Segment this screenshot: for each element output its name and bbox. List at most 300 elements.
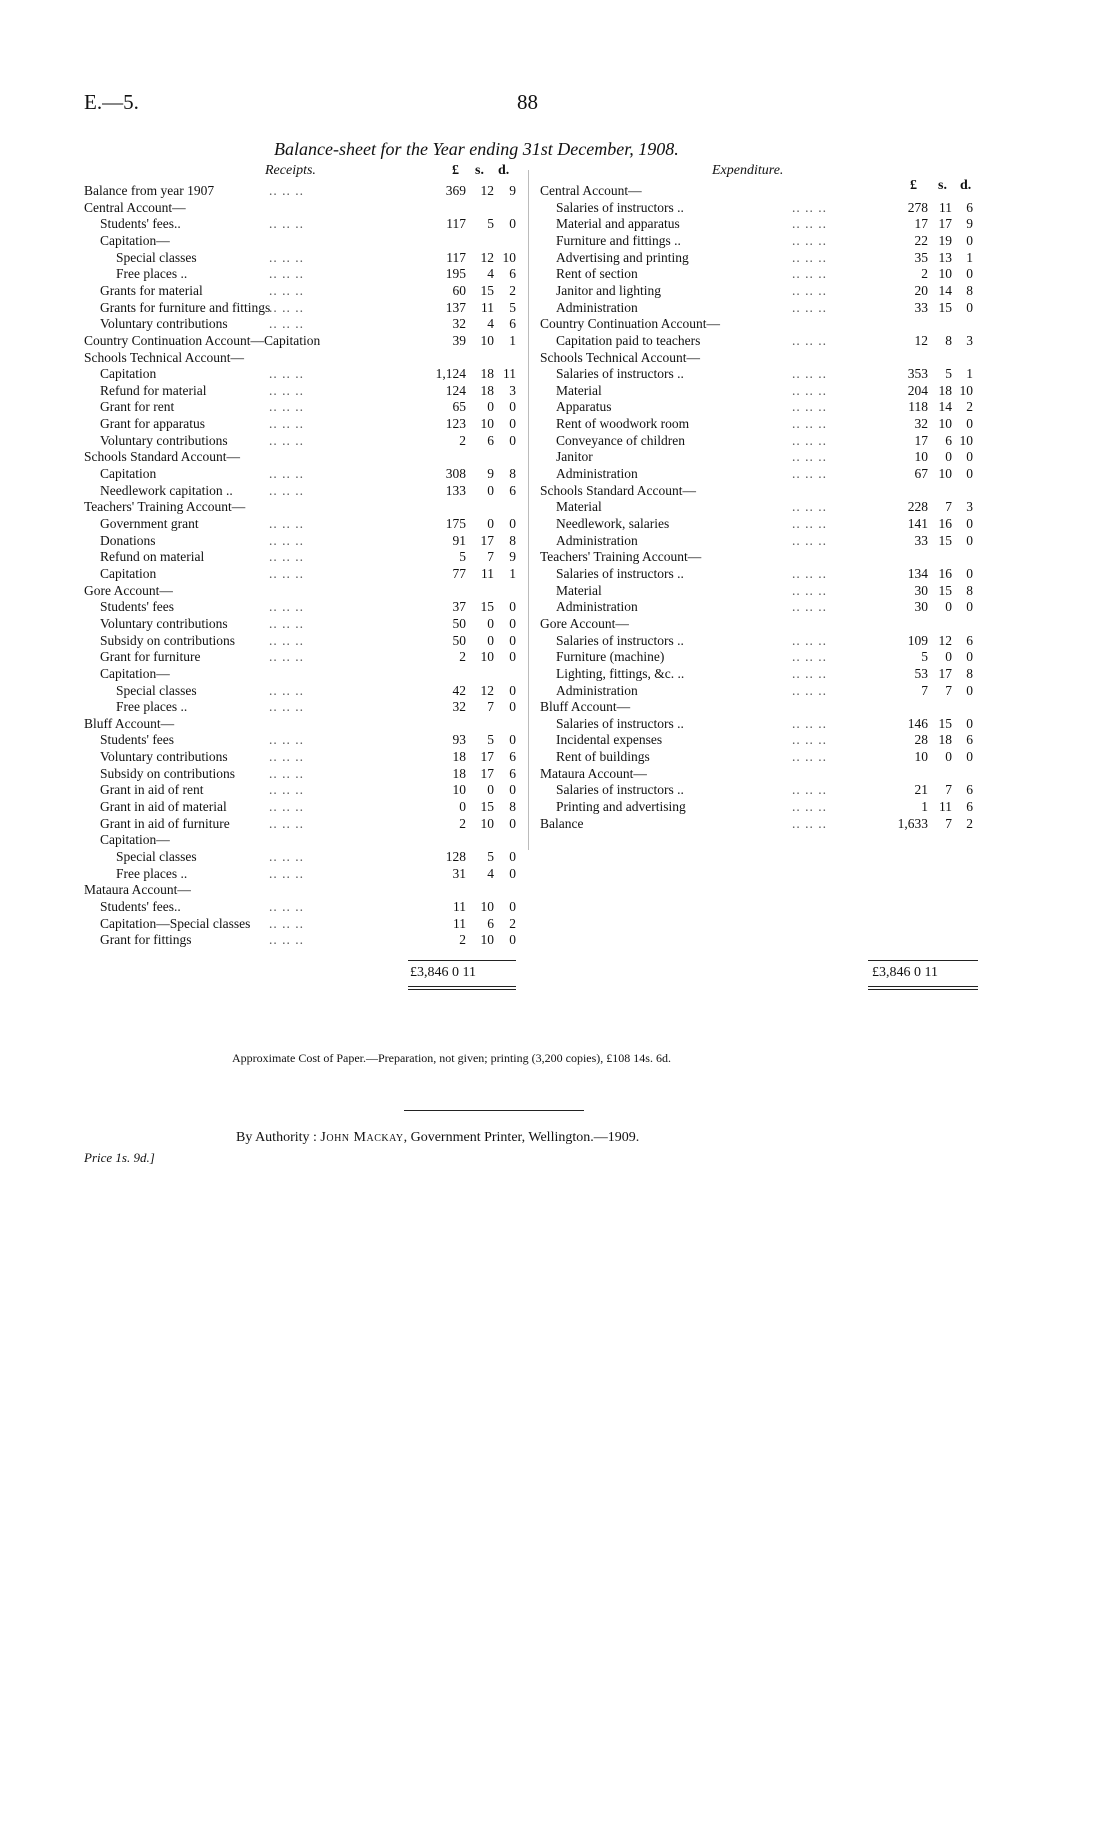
receipts-row [84,515,524,532]
expenditure-label: Furniture and fittings .. [556,232,681,248]
receipts-amount-shillings: 17 [480,749,494,765]
expenditure-amount-pence: 6 [966,199,973,215]
expenditure-row [540,582,985,599]
cost-note: Approximate Cost of Paper.—Preparation, not given; printing (3,200 copies), £108 14s. 6d. [232,1051,671,1065]
expenditure-amount-pounds: 146 [907,715,928,731]
receipts-leader-dots: .. .. .. [269,932,304,948]
expenditure-amount-shillings: 10 [938,416,952,432]
expenditure-amount-pence: 0 [966,532,973,548]
expenditure-label: Rent of section [556,266,638,282]
receipts-label: Grants for furniture and fittings [100,299,271,315]
receipts-amount-shillings: 11 [481,299,494,315]
expenditure-leader-dots: .. .. .. [792,632,827,648]
expenditure-leader-dots: .. .. .. [792,682,827,698]
receipts-amount-pounds: 65 [452,399,466,415]
expenditure-amount-pence: 8 [966,282,973,298]
expenditure-amount-pence: 9 [966,216,973,232]
column-divider [528,170,529,850]
receipts-amount-shillings: 12 [480,249,494,265]
receipts-col-pence: d. [498,163,510,178]
receipts-label: Capitation [100,366,157,382]
expenditure-row [540,249,985,266]
receipts-row [84,831,524,848]
receipts-label: Students' fees [100,732,175,748]
receipts-amount-shillings: 0 [487,516,494,531]
expenditure-row [540,299,985,316]
expenditure-amount-pence: 1 [966,366,973,382]
expenditure-label: Central Account— [540,183,642,198]
expenditure-amount-shillings: 12 [938,632,952,648]
expenditure-amount-pence: 0 [966,715,973,731]
receipts-amount-pounds: 10 [452,782,466,798]
expenditure-amount-pounds: 28 [914,732,928,748]
expenditure-label: Conveyance of children [556,432,685,448]
expenditure-amount-pounds: 17 [914,432,928,448]
expenditure-row [540,199,985,216]
receipts-amount-shillings: 12 [480,682,494,698]
receipts-leader-dots: .. .. .. [269,632,304,648]
receipts-row [84,731,524,748]
receipts-amount-shillings: 15 [480,282,494,298]
receipts-label: Grant for apparatus [100,416,205,432]
expenditure-row [540,565,985,582]
expenditure-leader-dots: .. .. .. [792,582,827,598]
expenditure-amount-shillings: 5 [945,366,952,382]
receipts-leader-dots: .. .. .. [269,699,304,715]
expenditure-row [540,398,985,415]
receipts-amount-pounds: 37 [452,599,466,615]
receipts-leader-dots: .. .. .. [269,649,304,665]
expenditure-amount-pence: 0 [966,266,973,282]
receipts-row [84,665,524,682]
receipts-amount-pence: 6 [509,482,516,498]
expenditure-col-pence: d. [960,178,972,193]
receipts-leader-dots: .. .. .. [269,466,304,482]
receipts-leader-dots: .. .. .. [269,849,304,864]
receipts-amount-pounds: 5 [459,549,466,565]
expenditure-leader-dots: .. .. .. [792,282,827,298]
receipts-label: Country Continuation Account—Capitation [84,332,321,348]
receipts-label: Refund on material [100,549,205,565]
expenditure-leader-dots: .. .. .. [792,416,827,432]
receipts-total-rule-bottom-1 [408,986,516,987]
receipts-amount-pounds: 1,124 [435,366,466,382]
receipts-amount-pence: 0 [509,932,516,948]
expenditure-amount-pounds: 53 [914,665,928,681]
expenditure-amount-pounds: 30 [914,599,928,615]
expenditure-row [540,448,985,465]
receipts-amount-shillings: 5 [487,732,494,748]
expenditure-label: Furniture (machine) [556,649,665,665]
receipts-leader-dots: .. .. .. [269,299,304,315]
expenditure-label: Rent of woodwork room [556,416,690,432]
expenditure-leader-dots: .. .. .. [792,266,827,282]
receipts-amount-pence: 0 [509,865,516,881]
expenditure-amount-pounds: 118 [908,399,928,415]
expenditure-row [540,382,985,399]
expenditure-label: Administration [556,299,638,315]
receipts-amount-shillings: 4 [487,266,494,282]
receipts-leader-dots: .. .. .. [269,516,304,531]
expenditure-leader-dots: .. .. .. [792,432,827,448]
receipts-label: Grant in aid of material [100,799,227,815]
receipts-heading: Receipts. [265,163,316,178]
receipts-label: Capitation— [100,832,170,848]
receipts-leader-dots: .. .. .. [269,599,304,615]
receipts-amount-pence: 8 [509,799,516,815]
receipts-label: Teachers' Training Account— [84,499,246,515]
expenditure-leader-dots: .. .. .. [792,499,827,515]
receipts-label: Special classes [116,682,197,698]
receipts-label: Refund for material [100,382,207,398]
expenditure-leader-dots: .. .. .. [792,399,827,415]
receipts-label: Capitation [100,466,157,482]
page-title: Balance-sheet for the Year ending 31st December, 1908. [274,139,679,159]
receipts-row [84,532,524,549]
receipts-amount-pounds: 2 [459,649,466,665]
expenditure-label: Salaries of instructors .. [556,632,684,648]
receipts-amount-pence: 10 [502,249,516,265]
expenditure-label: Salaries of instructors .. [556,366,684,382]
expenditure-heading: Expenditure. [712,163,784,178]
receipts-row [84,615,524,632]
receipts-amount-shillings: 15 [480,599,494,615]
receipts-label: Students' fees.. [100,898,181,914]
receipts-label: Free places .. [116,699,188,715]
receipts-amount-pence: 1 [509,332,516,348]
expenditure-row [540,815,985,832]
expenditure-amount-shillings: 16 [938,516,952,531]
receipts-row [84,848,524,865]
expenditure-amount-pounds: 278 [907,199,928,215]
expenditure-amount-shillings: 13 [938,249,952,265]
expenditure-col-pounds: £ [910,178,917,193]
receipts-label: Capitation— [100,232,170,248]
expenditure-leader-dots: .. .. .. [792,815,827,831]
receipts-amount-pence: 6 [509,765,516,781]
expenditure-leader-dots: .. .. .. [792,332,827,348]
receipts-leader-dots: .. .. .. [269,749,304,765]
receipts-row [84,898,524,915]
expenditure-amount-pounds: 109 [907,632,928,648]
expenditure-leader-dots: .. .. .. [792,199,827,215]
receipts-amount-pence: 0 [509,649,516,665]
receipts-amount-pence: 3 [509,382,516,398]
expenditure-label: Administration [556,466,638,482]
expenditure-label: Material [556,382,602,398]
receipts-label: Capitation [100,565,157,581]
page-code: E.—5. [84,90,139,114]
expenditure-amount-pence: 1 [966,249,973,265]
receipts-amount-pence: 9 [509,549,516,565]
receipts-row [84,765,524,782]
expenditure-label: Administration [556,682,638,698]
receipts-row [84,881,524,898]
expenditure-amount-pence: 3 [966,332,973,348]
receipts-label: Grant in aid of rent [100,782,204,798]
receipts-total: £3,846 0 11 [410,965,476,980]
expenditure-amount-pounds: 32 [914,416,928,432]
expenditure-amount-shillings: 7 [945,815,952,831]
expenditure-amount-pence: 0 [966,565,973,581]
authority-prefix: By Authority : [236,1130,317,1145]
receipts-label: Government grant [100,516,199,531]
expenditure-leader-dots: .. .. .. [792,532,827,548]
receipts-row [84,632,524,649]
receipts-col-pounds: £ [452,163,459,178]
receipts-amount-pence: 5 [509,299,516,315]
receipts-label: Central Account— [84,199,186,215]
receipts-leader-dots: .. .. .. [269,799,304,815]
expenditure-label: Gore Account— [540,615,629,631]
receipts-label: Capitation—Special classes [100,915,251,931]
expenditure-amount-pounds: 21 [914,782,928,798]
expenditure-amount-shillings: 0 [945,599,952,615]
expenditure-row [540,548,985,565]
expenditure-amount-shillings: 17 [938,665,952,681]
expenditure-amount-shillings: 6 [945,432,952,448]
receipts-row [84,249,524,266]
receipts-leader-dots: .. .. .. [269,416,304,432]
expenditure-amount-shillings: 10 [938,466,952,482]
receipts-amount-pounds: 32 [452,699,466,715]
receipts-amount-pence: 8 [509,532,516,548]
expenditure-amount-shillings: 17 [938,216,952,232]
expenditure-amount-pence: 8 [966,665,973,681]
expenditure-row [540,182,985,199]
receipts-amount-shillings: 17 [480,532,494,548]
receipts-amount-pence: 2 [509,915,516,931]
receipts-amount-shillings: 6 [487,432,494,448]
receipts-label: Students' fees [100,599,175,615]
expenditure-amount-pounds: 22 [914,232,928,248]
receipts-leader-dots: .. .. .. [269,865,304,881]
expenditure-row [540,332,985,349]
receipts-label: Donations [100,532,156,548]
receipts-amount-pence: 0 [509,216,516,232]
expenditure-amount-pence: 6 [966,632,973,648]
receipts-amount-shillings: 5 [487,849,494,864]
receipts-leader-dots: .. .. .. [269,549,304,565]
expenditure-leader-dots: .. .. .. [792,732,827,748]
receipts-amount-pounds: 2 [459,815,466,831]
receipts-amount-pounds: 50 [452,615,466,631]
expenditure-leader-dots: .. .. .. [792,599,827,615]
receipts-amount-shillings: 0 [487,615,494,631]
expenditure-amount-pounds: 30 [914,582,928,598]
receipts-amount-shillings: 10 [480,416,494,432]
receipts-leader-dots: .. .. .. [269,399,304,415]
expenditure-amount-shillings: 11 [939,199,952,215]
expenditure-amount-pence: 2 [966,399,973,415]
receipts-amount-pounds: 0 [459,799,466,815]
receipts-amount-shillings: 18 [480,366,494,382]
receipts-amount-pounds: 91 [452,532,466,548]
receipts-amount-pence: 1 [509,565,516,581]
receipts-label: Grants for material [100,282,203,298]
receipts-amount-pence: 0 [509,632,516,648]
expenditure-amount-pence: 0 [966,416,973,432]
expenditure-row [540,632,985,649]
receipts-amount-pence: 6 [509,749,516,765]
receipts-amount-pounds: 31 [452,865,466,881]
expenditure-leader-dots: .. .. .. [792,715,827,731]
expenditure-total-rule-top [868,960,978,961]
expenditure-amount-shillings: 19 [938,232,952,248]
expenditure-amount-shillings: 8 [945,332,952,348]
receipts-amount-pence: 0 [509,815,516,831]
receipts-label: Free places .. [116,266,188,282]
receipts-amount-pounds: 308 [445,466,466,482]
receipts-amount-shillings: 4 [487,865,494,881]
receipts-row [84,465,524,482]
expenditure-leader-dots: .. .. .. [792,366,827,382]
receipts-amount-pence: 0 [509,732,516,748]
expenditure-leader-dots: .. .. .. [792,782,827,798]
receipts-label: Voluntary contributions [100,316,228,332]
expenditure-row [540,215,985,232]
expenditure-label: Salaries of instructors .. [556,565,684,581]
receipts-label: Voluntary contributions [100,432,228,448]
expenditure-amount-shillings: 0 [945,749,952,765]
expenditure-amount-pence: 6 [966,732,973,748]
receipts-row [84,432,524,449]
receipts-amount-shillings: 5 [487,216,494,232]
expenditure-amount-pence: 0 [966,749,973,765]
receipts-leader-dots: .. .. .. [269,815,304,831]
expenditure-label: Incidental expenses [556,732,663,748]
receipts-amount-pounds: 128 [445,849,466,864]
expenditure-amount-shillings: 18 [938,382,952,398]
receipts-leader-dots: .. .. .. [269,316,304,332]
receipts-amount-pence: 11 [503,366,516,382]
receipts-amount-pence: 0 [509,682,516,698]
expenditure-row [540,532,985,549]
receipts-label: Gore Account— [84,582,173,598]
receipts-amount-shillings: 10 [480,898,494,914]
receipts-amount-pence: 0 [509,898,516,914]
receipts-leader-dots: .. .. .. [269,782,304,798]
receipts-label: Subsidy on contributions [100,765,236,781]
receipts-row [84,582,524,599]
receipts-amount-pence: 6 [509,266,516,282]
expenditure-leader-dots: .. .. .. [792,749,827,765]
expenditure-row [540,648,985,665]
expenditure-col-shillings: s. [938,178,947,193]
expenditure-leader-dots: .. .. .. [792,649,827,665]
price-note: Price 1s. 9d.] [84,1150,155,1165]
receipts-amount-pounds: 18 [452,749,466,765]
expenditure-leader-dots: .. .. .. [792,299,827,315]
expenditure-leader-dots: .. .. .. [792,249,827,265]
expenditure-row [540,781,985,798]
receipts-row [84,682,524,699]
receipts-row [84,332,524,349]
receipts-leader-dots: .. .. .. [269,216,304,232]
receipts-row [84,548,524,565]
expenditure-label: Country Continuation Account— [540,316,720,332]
receipts-amount-pounds: 93 [452,732,466,748]
receipts-amount-pounds: 60 [452,282,466,298]
receipts-leader-dots: .. .. .. [269,366,304,382]
receipts-amount-pence: 0 [509,399,516,415]
printer-name: John Mackay [320,1130,404,1145]
receipts-total-rule-top [408,960,516,961]
receipts-leader-dots: .. .. .. [269,432,304,448]
receipts-leader-dots: .. .. .. [269,682,304,698]
expenditure-amount-pounds: 353 [907,366,928,382]
expenditure-row [540,715,985,732]
expenditure-row [540,665,985,682]
receipts-amount-pounds: 32 [452,316,466,332]
receipts-leader-dots: .. .. .. [269,266,304,282]
expenditure-amount-pence: 0 [966,466,973,482]
expenditure-amount-pounds: 17 [914,216,928,232]
receipts-amount-shillings: 10 [480,649,494,665]
receipts-amount-pence: 0 [509,615,516,631]
expenditure-amount-pounds: 67 [914,466,928,482]
receipts-amount-shillings: 11 [481,565,494,581]
expenditure-amount-shillings: 0 [945,449,952,465]
expenditure-leader-dots: .. .. .. [792,665,827,681]
expenditure-row [540,465,985,482]
expenditure-amount-pence: 0 [966,649,973,665]
receipts-row [84,382,524,399]
receipts-col-shillings: s. [475,163,484,178]
receipts-amount-pounds: 39 [452,332,466,348]
expenditure-amount-pounds: 134 [907,565,928,581]
receipts-amount-shillings: 6 [487,915,494,931]
receipts-total-rule-bottom-2 [408,989,516,990]
receipts-amount-shillings: 12 [480,183,494,198]
receipts-amount-pence: 0 [509,416,516,432]
receipts-leader-dots: .. .. .. [269,565,304,581]
expenditure-amount-pence: 8 [966,582,973,598]
expenditure-label: Salaries of instructors .. [556,782,684,798]
receipts-row [84,182,524,199]
receipts-amount-pounds: 2 [459,432,466,448]
authority-rule [404,1110,584,1111]
expenditure-label: Balance [540,815,584,831]
expenditure-amount-pence: 6 [966,782,973,798]
expenditure-label: Janitor and lighting [556,282,661,298]
receipts-row [84,415,524,432]
expenditure-amount-pence: 0 [966,232,973,248]
receipts-amount-shillings: 7 [487,699,494,715]
receipts-leader-dots: .. .. .. [269,615,304,631]
receipts-label: Free places .. [116,865,188,881]
authority-line [236,1130,639,1146]
receipts-amount-pence: 0 [509,599,516,615]
receipts-label: Capitation— [100,665,170,681]
receipts-amount-shillings: 15 [480,799,494,815]
receipts-label: Needlework capitation .. [100,482,233,498]
expenditure-row [540,349,985,366]
receipts-row [84,815,524,832]
expenditure-amount-shillings: 14 [938,399,952,415]
expenditure-row [540,482,985,499]
receipts-row [84,199,524,216]
expenditure-amount-pence: 10 [959,432,973,448]
expenditure-amount-pounds: 141 [907,516,928,531]
receipts-amount-shillings: 7 [487,549,494,565]
receipts-row [84,915,524,932]
expenditure-amount-shillings: 15 [938,299,952,315]
receipts-label: Balance from year 1907 [84,183,215,198]
receipts-amount-pence: 0 [509,849,516,864]
receipts-row [84,698,524,715]
receipts-amount-shillings: 17 [480,765,494,781]
